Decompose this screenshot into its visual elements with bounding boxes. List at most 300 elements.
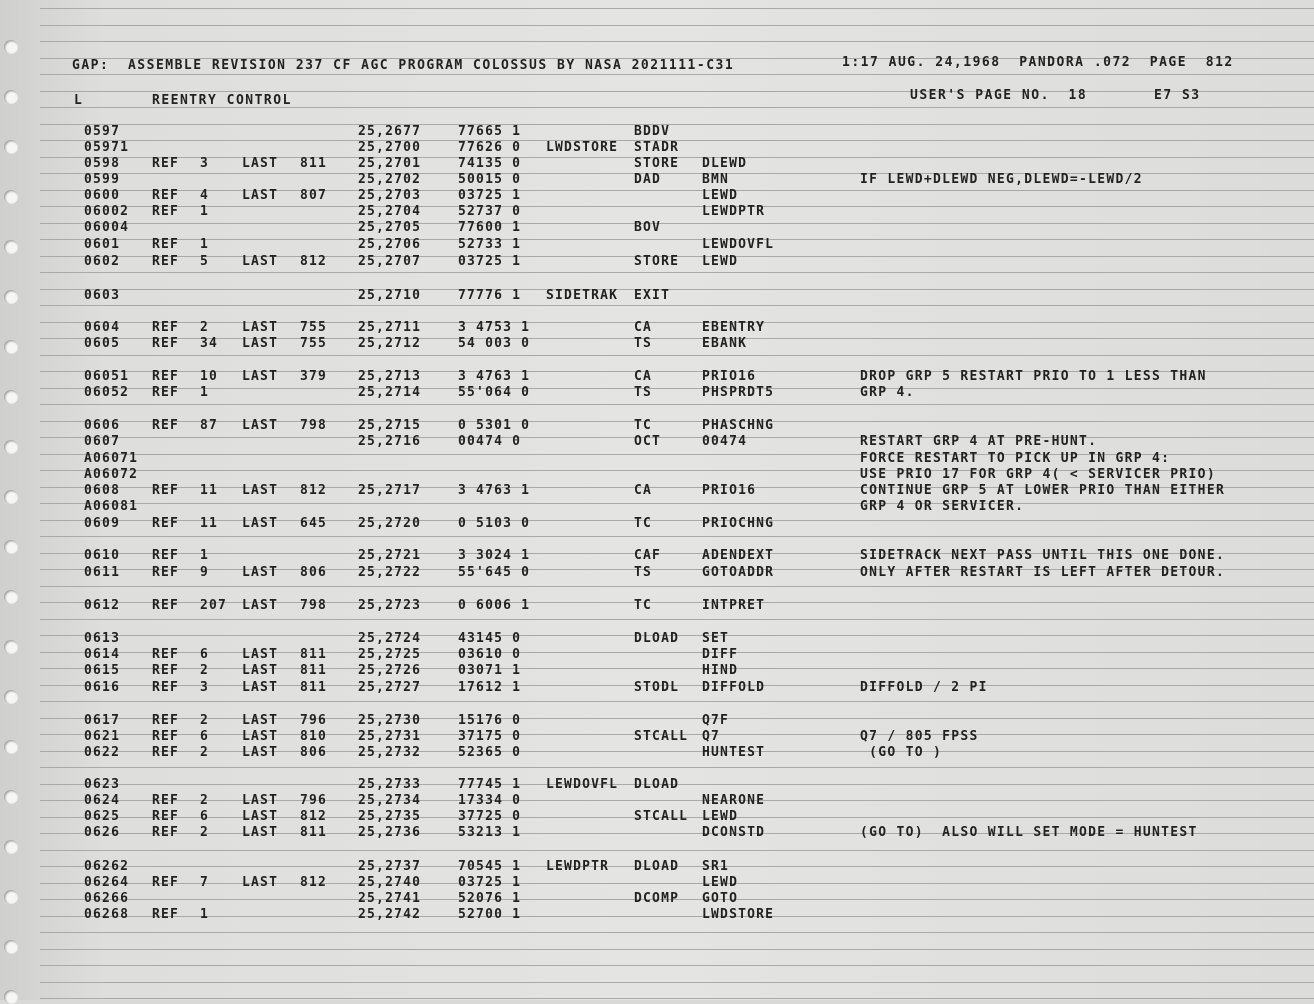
listing-address: 25,2722 bbox=[358, 565, 422, 580]
listing-card-number: 0608 bbox=[84, 483, 121, 498]
listing-ref: REF bbox=[152, 369, 180, 384]
listing-opcode: EXIT bbox=[634, 288, 671, 303]
listing-last: LAST bbox=[242, 320, 279, 335]
listing-octal-word: 37175 0 bbox=[458, 729, 522, 744]
listing-ref: REF bbox=[152, 793, 180, 808]
listing-octal-word: 3 3024 1 bbox=[458, 548, 531, 563]
sprocket-hole bbox=[4, 940, 18, 954]
listing-card-number: 0602 bbox=[84, 254, 121, 269]
listing-octal-word: 03610 0 bbox=[458, 647, 522, 662]
rule-line bbox=[40, 305, 1314, 306]
listing-ref: REF bbox=[152, 745, 180, 760]
listing-remark: USE PRIO 17 FOR GRP 4( < SERVICER PRIO) bbox=[860, 467, 1216, 482]
listing-address: 25,2721 bbox=[358, 548, 422, 563]
sprocket-hole bbox=[4, 240, 18, 254]
listing-last: LAST bbox=[242, 647, 279, 662]
listing-card-number: 0626 bbox=[84, 825, 121, 840]
listing-remark: DROP GRP 5 RESTART PRIO TO 1 LESS THAN bbox=[860, 369, 1207, 384]
listing-operand: Q7 bbox=[702, 729, 721, 744]
listing-ref: REF bbox=[152, 875, 180, 890]
listing-opcode: TC bbox=[634, 598, 653, 613]
listing-operand: EBENTRY bbox=[702, 320, 766, 335]
rule-line bbox=[40, 388, 1314, 389]
listing-card-number: 0625 bbox=[84, 809, 121, 824]
listing-ref: REF bbox=[152, 548, 180, 563]
listing-card-number: 0614 bbox=[84, 647, 121, 662]
listing-ref: REF bbox=[152, 907, 180, 922]
listing-ref-count: 2 bbox=[200, 825, 210, 840]
listing-last-page: 812 bbox=[300, 875, 328, 890]
listing-ref-count: 1 bbox=[200, 907, 210, 922]
rule-line bbox=[40, 998, 1314, 999]
listing-last: LAST bbox=[242, 483, 279, 498]
listing-octal-word: 74135 0 bbox=[458, 156, 522, 171]
listing-opcode: TS bbox=[634, 385, 653, 400]
sprocket-hole bbox=[4, 790, 18, 804]
listing-address: 25,2706 bbox=[358, 237, 422, 252]
listing-ref: REF bbox=[152, 254, 180, 269]
listing-octal-word: 52365 0 bbox=[458, 745, 522, 760]
listing-address: 25,2727 bbox=[358, 680, 422, 695]
listing-address: 25,2726 bbox=[358, 663, 422, 678]
listing-ref-count: 1 bbox=[200, 204, 210, 219]
rule-line bbox=[40, 520, 1314, 521]
sprocket-hole bbox=[4, 890, 18, 904]
listing-address: 25,2701 bbox=[358, 156, 422, 171]
rule-line bbox=[40, 74, 1314, 75]
listing-address: 25,2725 bbox=[358, 647, 422, 662]
listing-address: 25,2742 bbox=[358, 907, 422, 922]
listing-card-number: A06081 bbox=[84, 499, 139, 514]
listing-operand: Q7F bbox=[702, 713, 730, 728]
listing-operand: GOTOADDR bbox=[702, 565, 775, 580]
listing-octal-word: 0 5301 0 bbox=[458, 418, 531, 433]
listing-last: LAST bbox=[242, 156, 279, 171]
listing-last: LAST bbox=[242, 680, 279, 695]
listing-opcode: STORE bbox=[634, 254, 680, 269]
listing-ref-count: 9 bbox=[200, 565, 210, 580]
rule-line bbox=[40, 536, 1314, 537]
listing-last-page: 379 bbox=[300, 369, 328, 384]
listing-card-number: 0600 bbox=[84, 188, 121, 203]
sprocket-hole bbox=[4, 140, 18, 154]
rule-line bbox=[40, 949, 1314, 950]
listing-operand: LWDSTORE bbox=[702, 907, 775, 922]
listing-card-number: 0610 bbox=[84, 548, 121, 563]
listing-last: LAST bbox=[242, 516, 279, 531]
listing-ref: REF bbox=[152, 336, 180, 351]
listing-card-number: A06071 bbox=[84, 451, 139, 466]
listing-opcode: TC bbox=[634, 418, 653, 433]
listing-operand: NEARONE bbox=[702, 793, 766, 808]
listing-last: LAST bbox=[242, 663, 279, 678]
header-assembly-line: GAP: ASSEMBLE REVISION 237 CF AGC PROGRAM COLOSSUS BY NASA 2021111-C31 bbox=[72, 58, 735, 73]
sprocket-hole bbox=[4, 190, 18, 204]
listing-ref: REF bbox=[152, 598, 180, 613]
listing-last-page: 812 bbox=[300, 809, 328, 824]
listing-card-number: 06051 bbox=[84, 369, 130, 384]
listing-opcode: CA bbox=[634, 483, 653, 498]
listing-last: LAST bbox=[242, 793, 279, 808]
listing-operand: PRIOCHNG bbox=[702, 516, 775, 531]
listing-card-number: 06266 bbox=[84, 891, 130, 906]
listing-ref: REF bbox=[152, 156, 180, 171]
listing-octal-word: 77600 1 bbox=[458, 220, 522, 235]
listing-ref-count: 1 bbox=[200, 237, 210, 252]
sprocket-hole bbox=[4, 440, 18, 454]
rule-line bbox=[40, 355, 1314, 356]
listing-card-number: 0611 bbox=[84, 565, 121, 580]
listing-card-number: 06268 bbox=[84, 907, 130, 922]
listing-card-number: 0603 bbox=[84, 288, 121, 303]
listing-ref-count: 4 bbox=[200, 188, 210, 203]
rule-line bbox=[40, 223, 1314, 224]
listing-last: LAST bbox=[242, 809, 279, 824]
listing-remark: CONTINUE GRP 5 AT LOWER PRIO THAN EITHER bbox=[860, 483, 1226, 498]
listing-operand: PHASCHNG bbox=[702, 418, 775, 433]
listing-octal-word: 17334 0 bbox=[458, 793, 522, 808]
listing-octal-word: 52076 1 bbox=[458, 891, 522, 906]
listing-opcode: TC bbox=[634, 516, 653, 531]
listing-last: LAST bbox=[242, 745, 279, 760]
header-user-page: USER'S PAGE NO. 18 bbox=[910, 88, 1088, 103]
listing-address: 25,2735 bbox=[358, 809, 422, 824]
listing-last-page: 806 bbox=[300, 565, 328, 580]
listing-card-number: 0599 bbox=[84, 172, 121, 187]
listing-label: LEWDOVFL bbox=[546, 777, 619, 792]
listing-octal-word: 3 4753 1 bbox=[458, 320, 531, 335]
listing-opcode: STCALL bbox=[634, 729, 689, 744]
listing-ref-count: 6 bbox=[200, 647, 210, 662]
listing-address: 25,2713 bbox=[358, 369, 422, 384]
listing-octal-word: 55'064 0 bbox=[458, 385, 531, 400]
listing-ref: REF bbox=[152, 809, 180, 824]
listing-remark: (GO TO ) bbox=[860, 745, 943, 760]
listing-operand: GOTO bbox=[702, 891, 739, 906]
rule-line bbox=[40, 932, 1314, 933]
listing-address: 25,2702 bbox=[358, 172, 422, 187]
listing-card-number: A06072 bbox=[84, 467, 139, 482]
listing-operand: HUNTEST bbox=[702, 745, 766, 760]
rule-line bbox=[40, 437, 1314, 438]
sprocket-hole bbox=[4, 840, 18, 854]
listing-card-number: 0597 bbox=[84, 124, 121, 139]
listing-ref: REF bbox=[152, 825, 180, 840]
listing-octal-word: 37725 0 bbox=[458, 809, 522, 824]
listing-card-number: 0622 bbox=[84, 745, 121, 760]
listing-operand: LEWD bbox=[702, 254, 739, 269]
listing-octal-word: 70545 1 bbox=[458, 859, 522, 874]
listing-octal-word: 52700 1 bbox=[458, 907, 522, 922]
listing-opcode: STORE bbox=[634, 156, 680, 171]
listing-octal-word: 77776 1 bbox=[458, 288, 522, 303]
listing-ref: REF bbox=[152, 188, 180, 203]
rule-line bbox=[40, 767, 1314, 768]
listing-last-page: 755 bbox=[300, 336, 328, 351]
listing-card-number: 0601 bbox=[84, 237, 121, 252]
rule-line bbox=[40, 883, 1314, 884]
rule-line bbox=[40, 751, 1314, 752]
listing-remark: GRP 4. bbox=[860, 385, 915, 400]
listing-ref-count: 3 bbox=[200, 156, 210, 171]
listing-card-number: 0616 bbox=[84, 680, 121, 695]
listing-address: 25,2703 bbox=[358, 188, 422, 203]
listing-address: 25,2720 bbox=[358, 516, 422, 531]
listing-card-number: 05971 bbox=[84, 140, 130, 155]
listing-address: 25,2741 bbox=[358, 891, 422, 906]
listing-address: 25,2711 bbox=[358, 320, 422, 335]
listing-ref-count: 2 bbox=[200, 320, 210, 335]
listing-remark: DIFFOLD / 2 PI bbox=[860, 680, 988, 695]
listing-address: 25,2731 bbox=[358, 729, 422, 744]
rule-line bbox=[40, 800, 1314, 801]
listing-card-number: 0621 bbox=[84, 729, 121, 744]
rule-line bbox=[40, 272, 1314, 273]
listing-opcode: DLOAD bbox=[634, 777, 680, 792]
listing-ref-count: 6 bbox=[200, 729, 210, 744]
header-log-flag: L bbox=[74, 93, 84, 108]
sprocket-hole bbox=[4, 990, 18, 1004]
rule-line bbox=[40, 239, 1314, 240]
listing-last-page: 798 bbox=[300, 418, 328, 433]
listing-ref: REF bbox=[152, 663, 180, 678]
listing-ref-count: 1 bbox=[200, 548, 210, 563]
listing-ref: REF bbox=[152, 320, 180, 335]
listing-last: LAST bbox=[242, 729, 279, 744]
listing-octal-word: 15176 0 bbox=[458, 713, 522, 728]
listing-last-page: 811 bbox=[300, 825, 328, 840]
listing-ref-count: 2 bbox=[200, 745, 210, 760]
listing-ref: REF bbox=[152, 237, 180, 252]
listing-opcode: OCT bbox=[634, 434, 662, 449]
rule-line bbox=[40, 91, 1314, 92]
listing-card-number: 0609 bbox=[84, 516, 121, 531]
listing-opcode: BOV bbox=[634, 220, 662, 235]
listing-remark: FORCE RESTART TO PICK UP IN GRP 4: bbox=[860, 451, 1171, 466]
listing-address: 25,2736 bbox=[358, 825, 422, 840]
listing-remark: IF LEWD+DLEWD NEG,DLEWD=-LEWD/2 bbox=[860, 172, 1143, 187]
listing-last: LAST bbox=[242, 369, 279, 384]
rule-line bbox=[40, 124, 1314, 125]
listing-ref-count: 7 bbox=[200, 875, 210, 890]
rule-line bbox=[40, 404, 1314, 405]
listing-ref: REF bbox=[152, 647, 180, 662]
listing-last-page: 812 bbox=[300, 483, 328, 498]
listing-opcode: DLOAD bbox=[634, 631, 680, 646]
listing-octal-word: 77665 1 bbox=[458, 124, 522, 139]
listing-octal-word: 0 6006 1 bbox=[458, 598, 531, 613]
listing-operand: EBANK bbox=[702, 336, 748, 351]
listing-octal-word: 77745 1 bbox=[458, 777, 522, 792]
rule-line bbox=[40, 586, 1314, 587]
listing-address: 25,2733 bbox=[358, 777, 422, 792]
sprocket-hole bbox=[4, 40, 18, 54]
listing-ref: REF bbox=[152, 418, 180, 433]
listing-last: LAST bbox=[242, 254, 279, 269]
listing-address: 25,2700 bbox=[358, 140, 422, 155]
sprocket-hole bbox=[4, 90, 18, 104]
listing-card-number: 06004 bbox=[84, 220, 130, 235]
listing-ref: REF bbox=[152, 516, 180, 531]
listing-card-number: 06262 bbox=[84, 859, 130, 874]
listing-ref-count: 5 bbox=[200, 254, 210, 269]
listing-card-number: 06002 bbox=[84, 204, 130, 219]
rule-line bbox=[40, 25, 1314, 26]
listing-address: 25,2716 bbox=[358, 434, 422, 449]
rule-line bbox=[40, 619, 1314, 620]
listing-octal-word: 77626 0 bbox=[458, 140, 522, 155]
listing-ref-count: 34 bbox=[200, 336, 219, 351]
header-timestamp-page: 1:17 AUG. 24,1968 PANDORA .072 PAGE 812 bbox=[842, 55, 1234, 70]
listing-operand: 00474 bbox=[702, 434, 748, 449]
listing-last-page: 755 bbox=[300, 320, 328, 335]
listing-opcode: TS bbox=[634, 336, 653, 351]
listing-last-page: 811 bbox=[300, 647, 328, 662]
listing-operand: ADENDEXT bbox=[702, 548, 775, 563]
listing-label: LEWDPTR bbox=[546, 859, 610, 874]
listing-ref: REF bbox=[152, 204, 180, 219]
rule-line bbox=[40, 652, 1314, 653]
listing-remark: GRP 4 OR SERVICER. bbox=[860, 499, 1025, 514]
listing-octal-word: 03725 1 bbox=[458, 188, 522, 203]
listing-opcode: TS bbox=[634, 565, 653, 580]
header-code: E7 S3 bbox=[1154, 88, 1201, 103]
rule-line bbox=[40, 602, 1314, 603]
listing-opcode: STADR bbox=[634, 140, 680, 155]
listing-octal-word: 17612 1 bbox=[458, 680, 522, 695]
listing-card-number: 0624 bbox=[84, 793, 121, 808]
listing-octal-word: 03725 1 bbox=[458, 875, 522, 890]
listing-ref-count: 10 bbox=[200, 369, 219, 384]
listing-card-number: 0604 bbox=[84, 320, 121, 335]
header-section-title: REENTRY CONTROL bbox=[152, 93, 292, 108]
listing-opcode: STCALL bbox=[634, 809, 689, 824]
listing-ref-count: 11 bbox=[200, 516, 219, 531]
listing-operand: BMN bbox=[702, 172, 730, 187]
listing-operand: SET bbox=[702, 631, 730, 646]
listing-octal-word: 52733 1 bbox=[458, 237, 522, 252]
listing-ref-count: 2 bbox=[200, 663, 210, 678]
listing-address: 25,2715 bbox=[358, 418, 422, 433]
listing-ref-count: 3 bbox=[200, 680, 210, 695]
listing-octal-word: 3 4763 1 bbox=[458, 483, 531, 498]
rule-line bbox=[40, 338, 1314, 339]
listing-ref-count: 207 bbox=[200, 598, 228, 613]
listing-ref: REF bbox=[152, 680, 180, 695]
listing-operand: DIFF bbox=[702, 647, 739, 662]
listing-card-number: 06264 bbox=[84, 875, 130, 890]
listing-address: 25,2714 bbox=[358, 385, 422, 400]
listing-opcode: CAF bbox=[634, 548, 662, 563]
listing-last-page: 812 bbox=[300, 254, 328, 269]
listing-last: LAST bbox=[242, 875, 279, 890]
sprocket-hole bbox=[4, 590, 18, 604]
sprocket-hole bbox=[4, 690, 18, 704]
listing-operand: DCONSTD bbox=[702, 825, 766, 840]
listing-octal-word: 3 4763 1 bbox=[458, 369, 531, 384]
listing-opcode: DLOAD bbox=[634, 859, 680, 874]
listing-octal-word: 00474 0 bbox=[458, 434, 522, 449]
listing-operand: LEWDPTR bbox=[702, 204, 766, 219]
rule-line bbox=[40, 421, 1314, 422]
rule-line bbox=[40, 8, 1314, 9]
listing-last-page: 796 bbox=[300, 713, 328, 728]
listing-label: LWDSTORE bbox=[546, 140, 619, 155]
listing-last-page: 798 bbox=[300, 598, 328, 613]
sprocket-hole bbox=[4, 340, 18, 354]
sprocket-hole bbox=[4, 490, 18, 504]
listing-address: 25,2732 bbox=[358, 745, 422, 760]
listing-remark: Q7 / 805 FPSS bbox=[860, 729, 979, 744]
listing-opcode: STODL bbox=[634, 680, 680, 695]
listing-ref-count: 2 bbox=[200, 713, 210, 728]
listing-operand: INTPRET bbox=[702, 598, 766, 613]
listing-address: 25,2734 bbox=[358, 793, 422, 808]
listing-ref: REF bbox=[152, 385, 180, 400]
listing-card-number: 0598 bbox=[84, 156, 121, 171]
sprocket-hole bbox=[4, 540, 18, 554]
listing-octal-word: 03725 1 bbox=[458, 254, 522, 269]
listing-operand: LEWD bbox=[702, 809, 739, 824]
listing-last-page: 811 bbox=[300, 680, 328, 695]
listing-address: 25,2705 bbox=[358, 220, 422, 235]
rule-line bbox=[40, 701, 1314, 702]
listing-card-number: 0617 bbox=[84, 713, 121, 728]
listing-operand: PHSPRDT5 bbox=[702, 385, 775, 400]
listing-ref-count: 1 bbox=[200, 385, 210, 400]
sprocket-hole bbox=[4, 740, 18, 754]
listing-last: LAST bbox=[242, 565, 279, 580]
listing-ref-count: 2 bbox=[200, 793, 210, 808]
listing-octal-word: 53213 1 bbox=[458, 825, 522, 840]
listing-address: 25,2707 bbox=[358, 254, 422, 269]
listing-card-number: 0623 bbox=[84, 777, 121, 792]
listing-card-number: 06052 bbox=[84, 385, 130, 400]
rule-line bbox=[40, 289, 1314, 290]
listing-last-page: 810 bbox=[300, 729, 328, 744]
rule-line bbox=[40, 190, 1314, 191]
listing-ref-count: 11 bbox=[200, 483, 219, 498]
listing-ref: REF bbox=[152, 483, 180, 498]
listing-last: LAST bbox=[242, 188, 279, 203]
listing-address: 25,2724 bbox=[358, 631, 422, 646]
listing-card-number: 0606 bbox=[84, 418, 121, 433]
rule-line bbox=[40, 850, 1314, 851]
listing-address: 25,2740 bbox=[358, 875, 422, 890]
rule-line bbox=[40, 982, 1314, 983]
sprocket-hole bbox=[4, 390, 18, 404]
rule-line bbox=[40, 718, 1314, 719]
listing-last-page: 807 bbox=[300, 188, 328, 203]
listing-octal-word: 54 003 0 bbox=[458, 336, 531, 351]
listing-ref-count: 6 bbox=[200, 809, 210, 824]
rule-line bbox=[40, 503, 1314, 504]
listing-last: LAST bbox=[242, 598, 279, 613]
listing-last: LAST bbox=[242, 336, 279, 351]
listing-ref: REF bbox=[152, 565, 180, 580]
listing-last: LAST bbox=[242, 713, 279, 728]
listing-remark: RESTART GRP 4 AT PRE-HUNT. bbox=[860, 434, 1098, 449]
listing-last: LAST bbox=[242, 825, 279, 840]
listing-card-number: 0605 bbox=[84, 336, 121, 351]
listing-card-number: 0613 bbox=[84, 631, 121, 646]
listing-octal-word: 55'645 0 bbox=[458, 565, 531, 580]
listing-operand: SR1 bbox=[702, 859, 730, 874]
listing-ref: REF bbox=[152, 729, 180, 744]
listing-last: LAST bbox=[242, 418, 279, 433]
listing-address: 25,2717 bbox=[358, 483, 422, 498]
sprocket-hole bbox=[4, 640, 18, 654]
